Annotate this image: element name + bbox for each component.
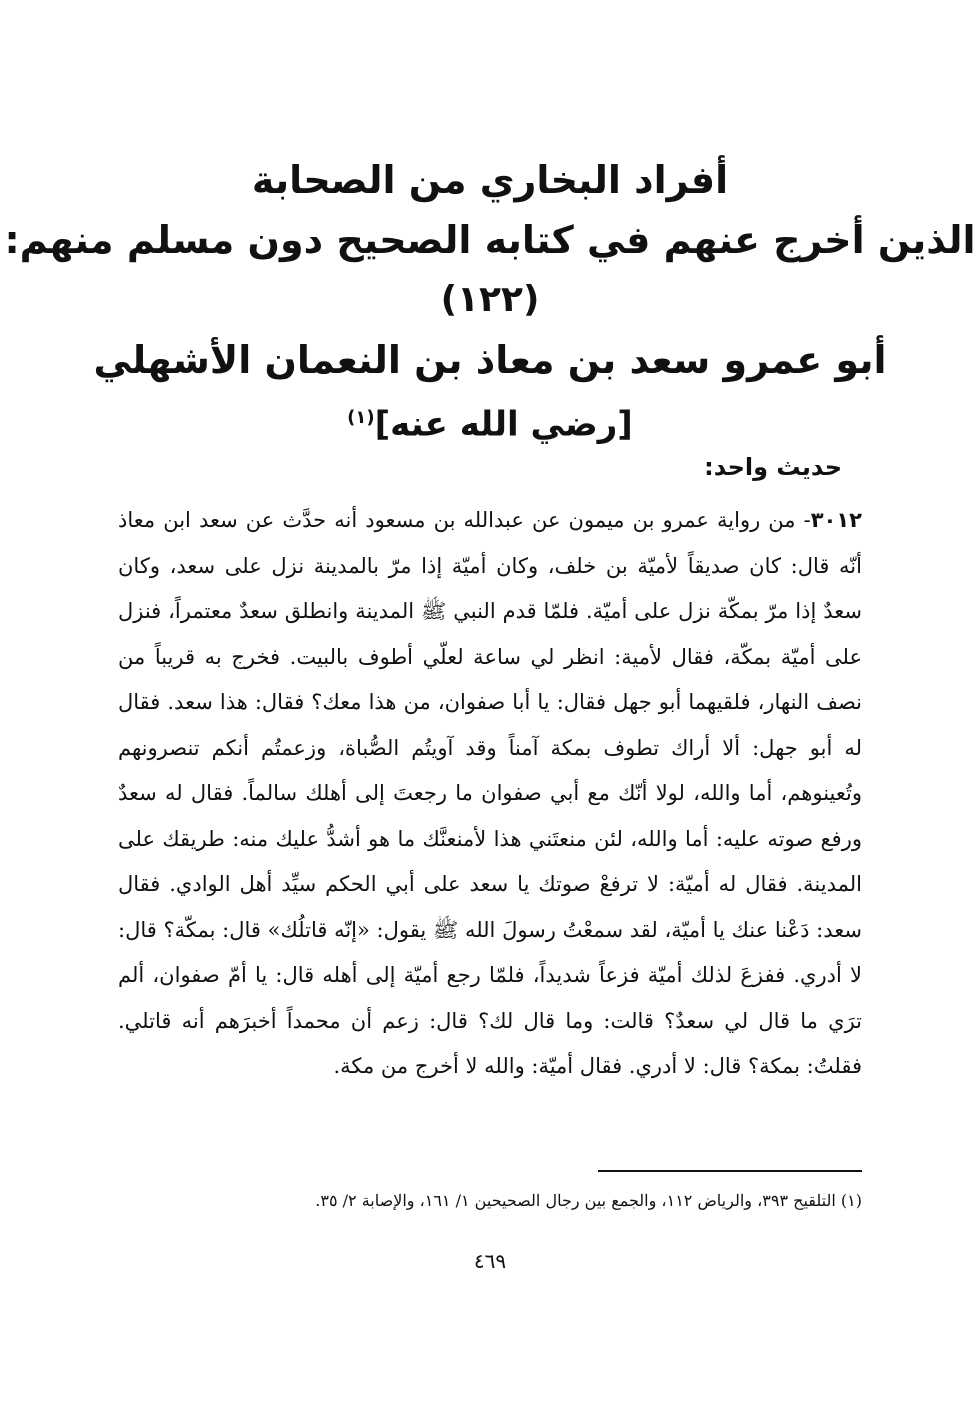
heading-title-line-1: أفراد البخاري من الصحابة <box>251 158 729 202</box>
entry-number: (١٢٢) <box>440 279 540 320</box>
footnote-marker: (١) <box>347 407 375 428</box>
footnote: (١) التلقيح ٣٩٣، والرياض ١١٢، والجمع بين رجال الصحيحين ١/ ١٦١، والإصابة ٢/ ٣٥. <box>315 1191 862 1210</box>
hadith-text: - من رواية عمرو بن ميمون عن عبدالله بن مسعود أنه حدَّث عن سعد ابن معاذ أنّه قال: كان صديقاً لأميّة بن خلف، وكان أميّة إذا مرّ بالمدينة نزل على سعد، وكان سعدٌ إذا مرّ بمكّة نزل على أميّة. فلمّا قدم النبي ﷺ المدينة وانطلق سعدٌ معتمراً، فنزل على أميّة بمكّة، فقال لأمية: انظر لي ساعة لعلّي أطوف بالبيت. فخرج به قريباً من نصف النهار، فلقيهما أبو جهل فقال: يا أبا صفوان، من هذا معك؟ فقال: هذا سعد. فقال له أبو جهل: ألا أراك تطوف بمكة آمناً وقد آويتُم الصُّباة، وزعمتُم أنكم تنصرونهم وتُعينوهم، أما والله، لولا أنّك مع أبي صفوان ما رجعتَ إلى أهلك سالماً. فقال له سعدٌ ورفع صوته عليه: أما والله، لئن منعتَني هذا لأمنعنَّك ما هو أشدُّ عليك منه: طريقك على المدينة. فقال له أميّة: لا ترفعْ صوتك يا سعد على أبي الحكم سيِّد أهل الوادي. فقال سعد: دَعْنا عنك يا أميّة، لقد سمعْتُ رسولَ الله ﷺ يقول: «إنّه قاتلُك» قال: بمكّة؟ قال: لا أدري. ففزعَ لذلك أميّة فزعاً شديداً، فلمّا رجع أميّة إلى أهله قال: يا أمّ صفوان، ألم ترَي ما قال لي سعدٌ؟ قالت: وما قال لك؟ قال: زعم أن محمداً أخبرَهم أنه قاتلي. فقلتُ: بمكة؟ قال: لا أدري. فقال أميّة: والله لا أخرج من مكة. <box>118 508 862 1078</box>
companion-name: أبو عمرو سعد بن معاذ بن النعمان الأشهلي <box>93 338 887 382</box>
section-label: حديث واحد: <box>704 453 842 481</box>
page-number: ٤٦٩ <box>473 1249 507 1273</box>
hadith-number: ٣٠١٢ <box>810 508 863 532</box>
honorific-line <box>0 390 980 452</box>
hadith-paragraph <box>118 498 862 1090</box>
honorific: [رضي الله عنه] <box>374 404 633 445</box>
chapter-heading <box>0 150 980 452</box>
footnote-divider <box>598 1170 862 1172</box>
heading-title-line-2: الذين أخرج عنهم في كتابه الصحيح دون مسلم منهم: <box>4 218 976 262</box>
